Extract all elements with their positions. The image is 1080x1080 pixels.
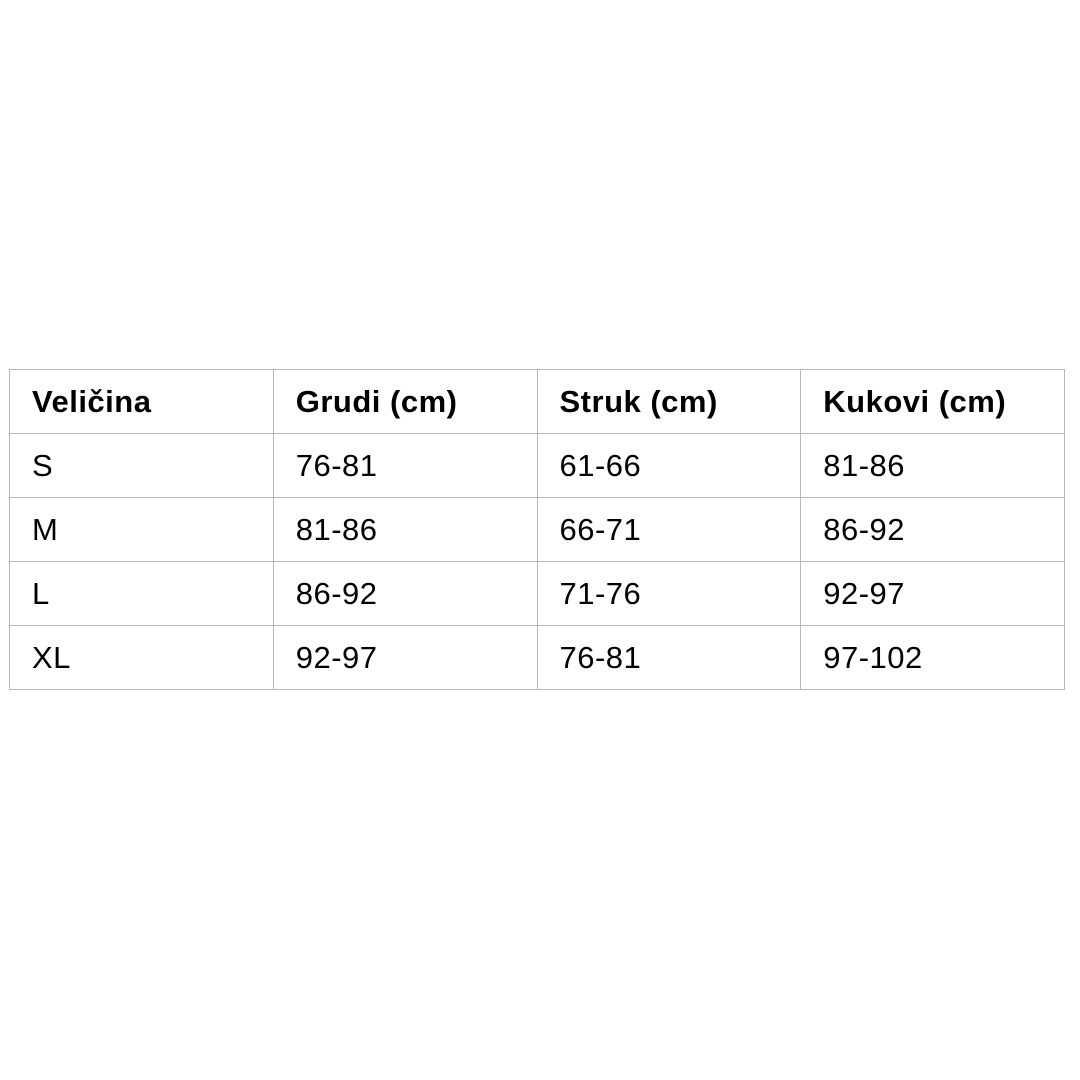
cell-waist: 71-76 xyxy=(537,562,801,626)
header-row xyxy=(10,370,1065,434)
cell-chest: 86-92 xyxy=(273,562,537,626)
cell-hips: 81-86 xyxy=(801,434,1065,498)
table-row xyxy=(10,626,1065,690)
table-body xyxy=(10,434,1065,690)
cell-size: XL xyxy=(10,626,274,690)
cell-chest: 92-97 xyxy=(273,626,537,690)
cell-hips: 92-97 xyxy=(801,562,1065,626)
header-hips: Kukovi (cm) xyxy=(801,370,1065,434)
cell-hips: 86-92 xyxy=(801,498,1065,562)
size-chart-table xyxy=(9,369,1065,690)
header-chest: Grudi (cm) xyxy=(273,370,537,434)
table-header xyxy=(10,370,1065,434)
cell-chest: 76-81 xyxy=(273,434,537,498)
cell-waist: 66-71 xyxy=(537,498,801,562)
header-size: Veličina xyxy=(10,370,274,434)
cell-hips: 97-102 xyxy=(801,626,1065,690)
table-row xyxy=(10,498,1065,562)
header-waist: Struk (cm) xyxy=(537,370,801,434)
cell-waist: 76-81 xyxy=(537,626,801,690)
table-row xyxy=(10,562,1065,626)
table-row xyxy=(10,434,1065,498)
cell-size: L xyxy=(10,562,274,626)
cell-size: S xyxy=(10,434,274,498)
cell-size: M xyxy=(10,498,274,562)
cell-chest: 81-86 xyxy=(273,498,537,562)
cell-waist: 61-66 xyxy=(537,434,801,498)
